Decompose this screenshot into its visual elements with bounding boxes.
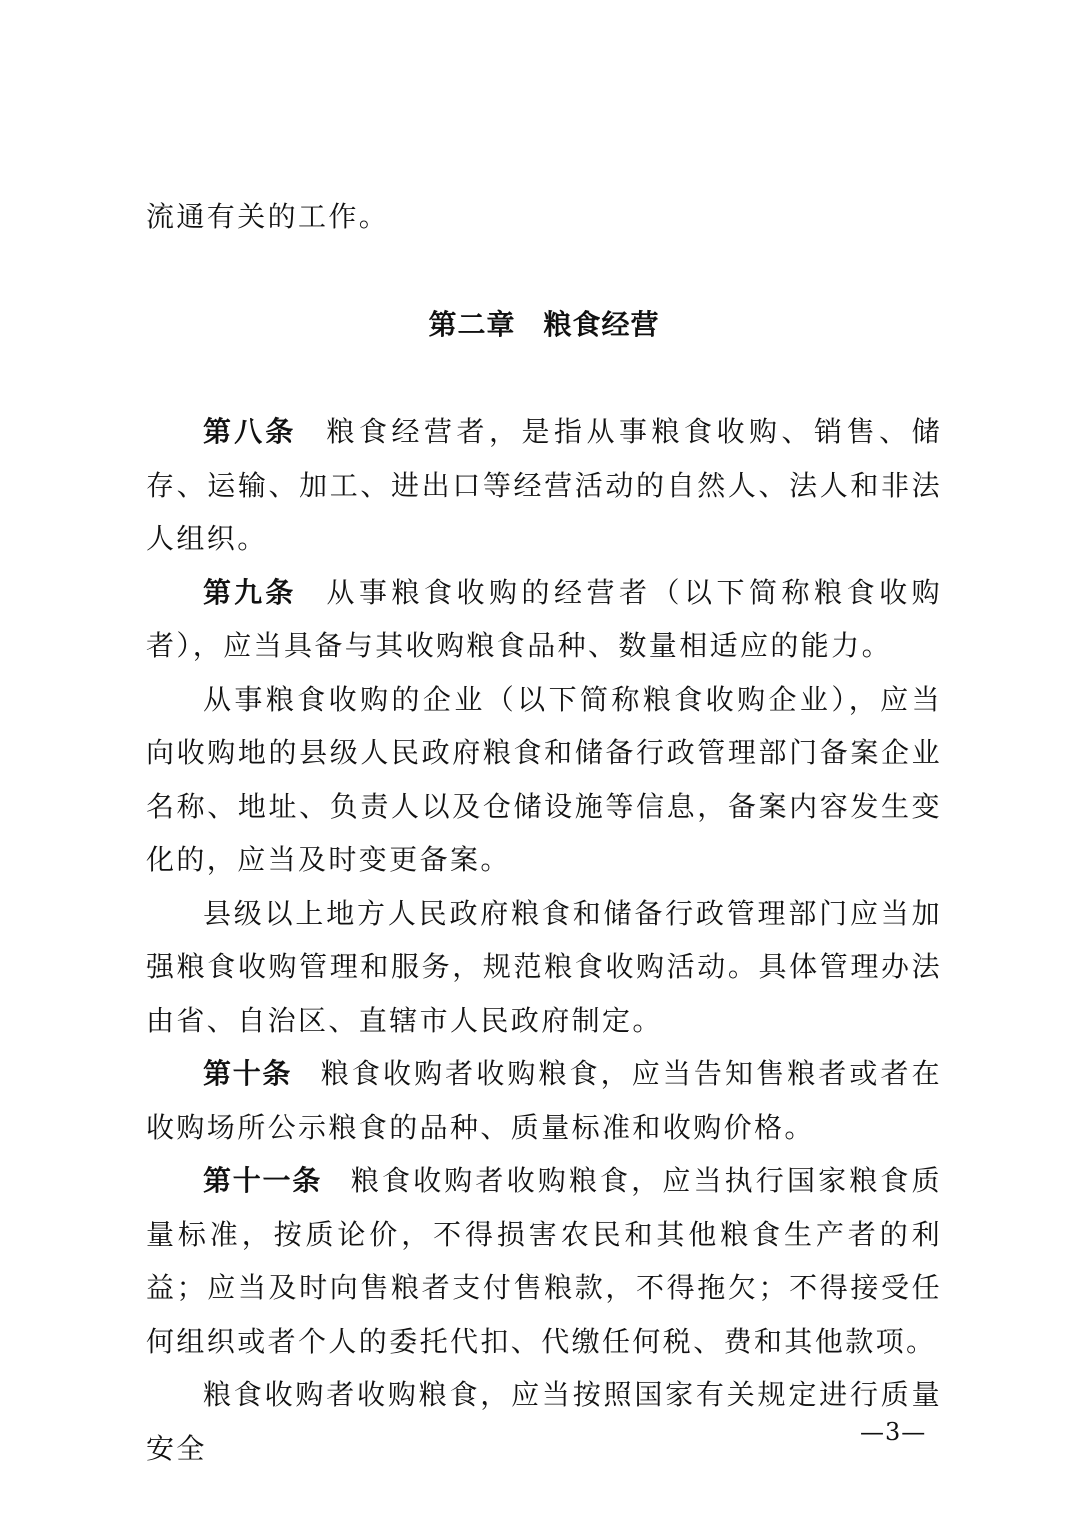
article-9-paragraph-2: 从事粮食收购的企业（以下简称粮食收购企业），应当向收购地的县级人民政府粮食和储备行政管理部门备案企业名称、地址、负责人以及仓储设施等信息，备案内容发生变化的，应当及时变更备案。	[146, 682, 942, 876]
article-9-paragraph	[146, 566, 942, 673]
article-9-heading: 第九条	[203, 575, 297, 609]
article-10-text: 粮食收购者收购粮食，应当告知售粮者或者在收购场所公示粮食的品种、质量标准和收购价格。	[146, 1057, 942, 1144]
article-9-paragraph-3: 县级以上地方人民政府粮食和储备行政管理部门应当加强粮食收购管理和服务，规范粮食收购活动。具体管理办法由省、自治区、直辖市人民政府制定。	[146, 896, 942, 1037]
article-11-text: 粮食收购者收购粮食，应当执行国家粮食质量标准，按质论价，不得损害农民和其他粮食生产者的利益；应当及时向售粮者支付售粮款，不得拖欠；不得接受任何组织或者个人的委托代扣、代缴任何税、费和其他款项。	[146, 1164, 942, 1358]
article-8-paragraph	[146, 405, 942, 566]
article-11-paragraph-2: 粮食收购者收购粮食，应当按照国家有关规定进行质量安全	[146, 1378, 942, 1465]
opening-paragraph: 流通有关的工作。	[146, 200, 390, 233]
document-body	[146, 190, 942, 1475]
article-11-heading: 第十一条	[203, 1164, 323, 1197]
article-10-paragraph	[146, 1047, 942, 1154]
article-11-paragraph	[146, 1154, 942, 1368]
chapter-title: 粮食经营	[543, 307, 660, 341]
page-number: —3—	[860, 1418, 927, 1446]
chapter-number: 第二章	[428, 307, 516, 341]
article-10-heading: 第十条	[203, 1057, 293, 1090]
chapter-heading	[146, 298, 942, 352]
article-8-heading: 第八条	[203, 415, 297, 448]
article-8-text: 粮食经营者，是指从事粮食收购、销售、储存、运输、加工、进出口等经营活动的自然人、法人和非法人组织。	[146, 415, 942, 555]
article-9-text: 从事粮食收购的经营者（以下简称粮食收购者），应当具备与其收购粮食品种、数量相适应的能力。	[146, 575, 942, 662]
